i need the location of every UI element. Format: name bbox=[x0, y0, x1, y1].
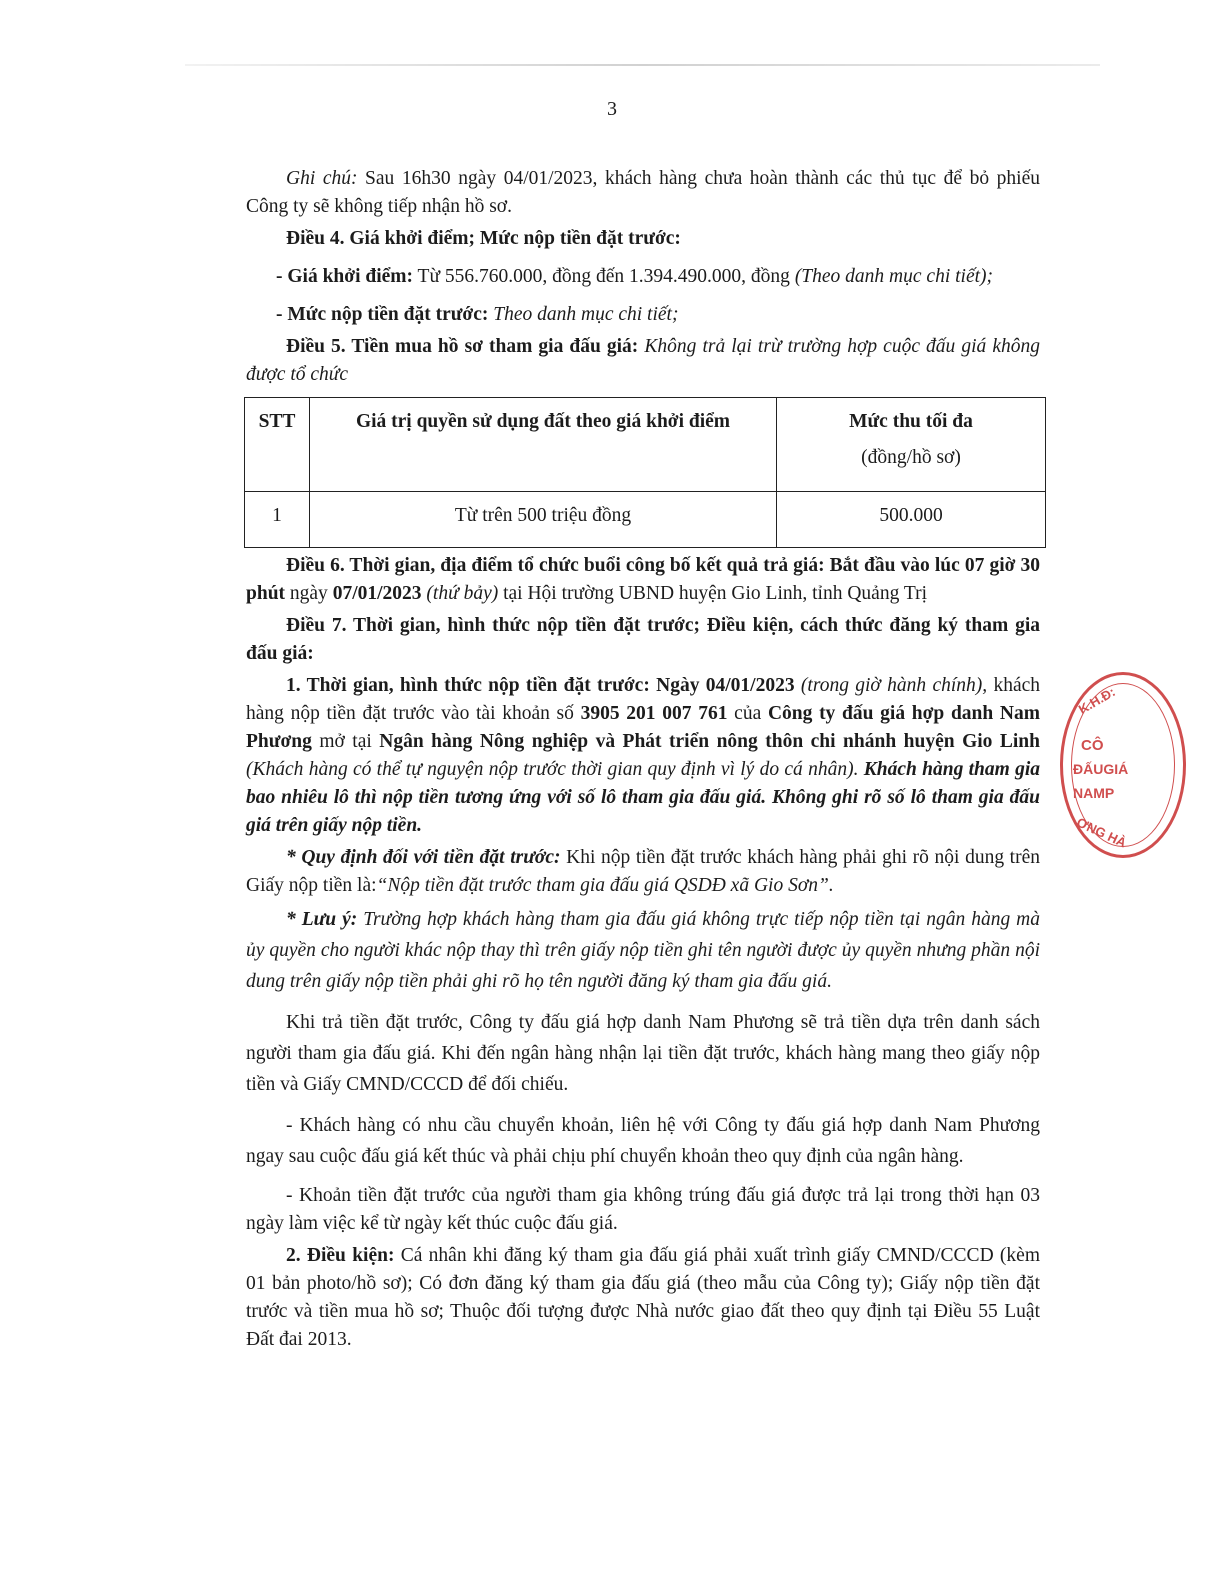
article6-date: 07/01/2023 bbox=[332, 583, 422, 604]
caution-paragraph bbox=[246, 904, 1040, 997]
row-max-fee: 500.000 bbox=[777, 492, 1046, 548]
seal-text-1: K.H.Đ: bbox=[1075, 684, 1118, 717]
article7-item1 bbox=[246, 672, 1040, 840]
start-price-label: - Giá khởi điểm: bbox=[276, 266, 414, 287]
item1-text1: khách hàng nộp tiền đặt trước vào tài khoản số bbox=[246, 675, 1041, 724]
article7-item2 bbox=[246, 1242, 1040, 1354]
article7-heading: Điều 7. Thời gian, hình thức nộp tiền đặt trước; Điều kiện, cách thức đăng ký tham gia đấu giá: bbox=[246, 615, 1040, 664]
item1-bank: Ngân hàng Nông nghiệp và Phát triển nông thôn chi nhánh huyện Gio Linh bbox=[379, 731, 1040, 752]
article6-text2: ngày bbox=[285, 583, 333, 604]
deposit-rule-paragraph bbox=[246, 844, 1040, 900]
seal-text-5: ỢNG HÀ bbox=[1074, 814, 1129, 851]
caution-label: * Lưu ý: bbox=[286, 909, 358, 930]
article4-heading: Điều 4. Giá khởi điểm; Mức nộp tiền đặt trước: bbox=[286, 228, 681, 249]
article6-text3: tại Hội trường UBND huyện Gio Linh, tỉnh Quảng Trị bbox=[498, 583, 927, 604]
item2-label: 2. Điều kiện: bbox=[286, 1245, 395, 1266]
article5-text: Không trả lại trừ trường hợp cuộc đấu giá không được tổ chức bbox=[246, 336, 1040, 385]
article6-heading: Điều 6. Thời gian, địa điểm tổ chức buổi công bố kết quả trả giá: Bắt đầu vào lúc 07 giờ 30 phút bbox=[246, 555, 1040, 604]
header-stt: STT bbox=[245, 398, 310, 492]
start-price-note: (Theo danh mục chi tiết); bbox=[794, 266, 994, 287]
refund-paragraph: Khi trả tiền đặt trước, Công ty đấu giá hợp danh Nam Phương sẽ trả tiền dựa trên danh sách người tham gia đấu giá. Khi đến ngân hàng nhận lại tiền đặt trước, khách hàng mang theo giấy nộp tiền và Giấy CMND/CCCD để đối chiếu. bbox=[246, 1012, 1040, 1095]
start-price-text: Từ 556.760.000, đồng đến 1.394.490.000, đồng bbox=[413, 266, 795, 287]
header-max-fee: Mức thu tối đa bbox=[849, 411, 973, 432]
rule-label: * Quy định đối với tiền đặt trước: bbox=[286, 847, 561, 868]
note-label: Ghi chú: bbox=[286, 168, 358, 189]
item2-text: Cá nhân khi đăng ký tham gia đấu giá phải xuất trình giấy CMND/CCCD (kèm 01 bản photo/hồ sơ); Có đơn đăng ký tham gia đấu giá (theo mẫu của Công ty); Giấy nộp tiền đặt trước và tiền mua hồ sơ; Thuộc đối tượng được Nhà nước giao đất theo quy định tại Điều 55 Luật Đất đai 2013. bbox=[246, 1245, 1040, 1350]
fee-table bbox=[244, 397, 1046, 548]
article5-paragraph bbox=[246, 333, 1040, 389]
scan-edge bbox=[185, 64, 1100, 66]
article5-heading: Điều 5. Tiền mua hồ sơ tham gia đấu giá: bbox=[286, 336, 639, 357]
seal-text-3: ĐẤUGIÁ bbox=[1073, 761, 1129, 777]
deposit-text: Theo danh mục chi tiết; bbox=[488, 304, 679, 325]
item1-note: (Khách hàng có thể tự nguyện nộp trước thời gian quy định vì lý do cá nhân). bbox=[246, 759, 859, 780]
rule-quote: “Nộp tiền đặt trước tham gia đấu giá QSDĐ xã Gio Sơn”. bbox=[376, 875, 834, 896]
item1-emphasis: Khách hàng tham gia bao nhiêu lô thì nộp tiền tương ứng với số lô tham gia đấu giá. Không ghi rõ số lô tham gia đấu giá trên giấy nộp tiền. bbox=[246, 759, 1040, 836]
item1-text3: mở tại bbox=[311, 731, 380, 752]
nonwinner-paragraph: - Khoản tiền đặt trước của người tham gia không trúng đấu giá được trả lại trong thời hạn 03 ngày làm việc kể từ ngày kết thúc cuộc đấu giá. bbox=[246, 1185, 1040, 1234]
rule-text: Khi nộp tiền đặt trước khách hàng phải ghi rõ nội dung trên Giấy nộp tiền là: bbox=[246, 847, 1040, 896]
start-price-paragraph bbox=[246, 263, 1040, 291]
header-value: Giá trị quyền sử dụng đất theo giá khởi điểm bbox=[310, 398, 777, 492]
page-number: 3 bbox=[607, 98, 617, 120]
document-body bbox=[246, 165, 1040, 1354]
table-row bbox=[245, 492, 1046, 548]
header-max-fee-cell bbox=[777, 398, 1046, 492]
item1-company: Công ty đấu giá hợp danh Nam Phương bbox=[246, 703, 1041, 752]
item1-hours: (trong giờ hành chính), bbox=[794, 675, 988, 696]
company-seal bbox=[1060, 672, 1186, 858]
item1-label: 1. Thời gian, hình thức nộp tiền đặt trước: Ngày 04/01/2023 bbox=[286, 675, 795, 696]
seal-text-2: CÔ bbox=[1081, 737, 1104, 754]
table-header-row bbox=[245, 398, 1046, 492]
caution-text: Trường hợp khách hàng tham gia đấu giá không trực tiếp nộp tiền tại ngân hàng mà ủy quyền cho người khác nộp thay thì trên giấy nộp tiền ghi tên người được ủy quyền nhưng phần nội dung trên giấy nộp tiền phải ghi rõ họ tên người đăng ký tham gia đấu giá. bbox=[246, 909, 1040, 992]
deposit-paragraph bbox=[246, 301, 1040, 329]
transfer-paragraph: - Khách hàng có nhu cầu chuyển khoản, liên hệ với Công ty đấu giá hợp danh Nam Phương ngay sau cuộc đấu giá kết thúc và phải chịu phí chuyển khoản theo quy định của ngân hàng. bbox=[246, 1115, 1040, 1167]
article6-weekday: (thứ bảy) bbox=[421, 583, 499, 604]
item1-account: 3905 201 007 761 bbox=[580, 703, 728, 724]
row-value: Từ trên 500 triệu đồng bbox=[310, 492, 777, 548]
row-stt: 1 bbox=[245, 492, 310, 548]
header-unit: (đồng/hồ sơ) bbox=[861, 447, 961, 468]
seal-text-4: NAMP bbox=[1073, 785, 1115, 801]
item1-text2: của bbox=[727, 703, 768, 724]
note-paragraph bbox=[246, 165, 1040, 221]
article6-paragraph bbox=[246, 552, 1040, 608]
note-text: Sau 16h30 ngày 04/01/2023, khách hàng chưa hoàn thành các thủ tục để bỏ phiếu Công ty sẽ không tiếp nhận hồ sơ. bbox=[246, 168, 1040, 217]
deposit-label: - Mức nộp tiền đặt trước: bbox=[276, 304, 489, 325]
